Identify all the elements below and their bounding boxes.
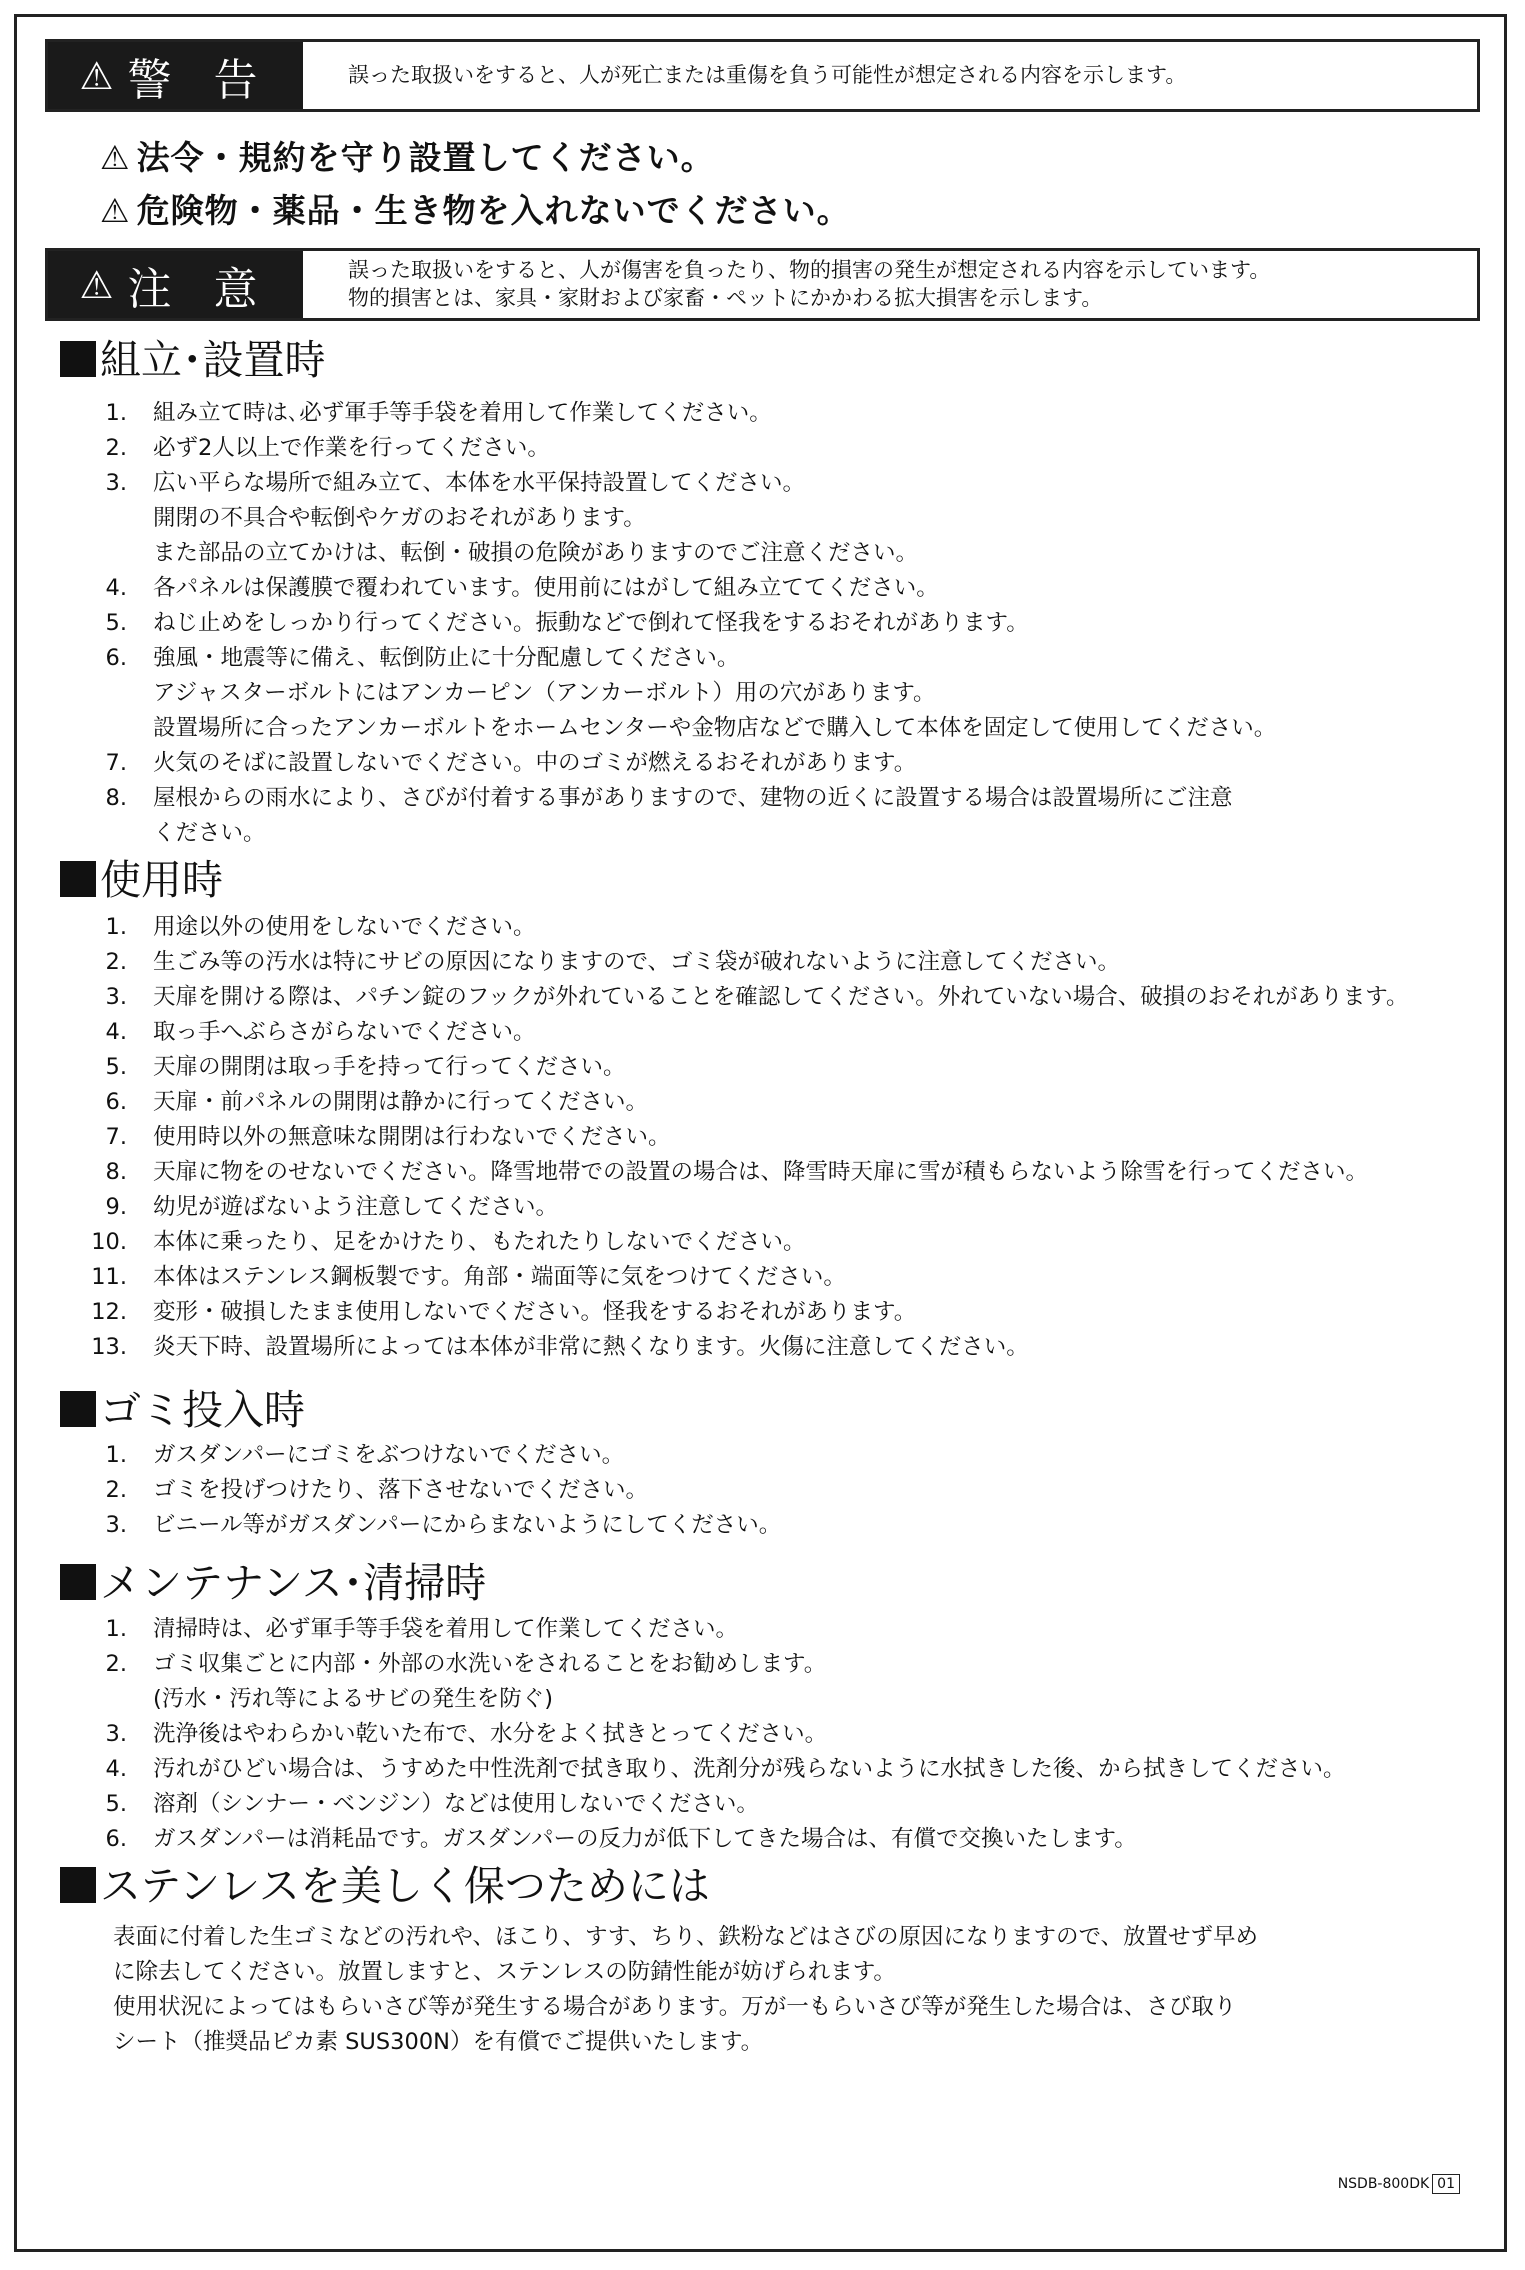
warning-triangle-icon: ⚠ — [79, 53, 114, 98]
list-item: 13. 炎天下時、設置場所によっては本体が非常に熱くなります。火傷に注意してください。 — [91, 1334, 1029, 1360]
list-item: 5. 溶剤（シンナー・ベンジン）などは使用しないでください。 — [105, 1791, 759, 1817]
caution-label: ⚠ 注 意 — [48, 251, 303, 318]
model-number: NSDB-800DK — [1337, 2176, 1430, 2192]
stainless-care-paragraph: 表面に付着した生ゴミなどの汚れや、ほこり、すす、ちり、鉄粉などはさびの原因になりますので、放置せず早め に除去してください。放置しますと、ステンレスの防錆性能が妨げられます。 使用状況によってはもらいさび等が発生する場合があります。万が一もらいさび等が発生した場合は、さび取り シート（推奨品ピカ素 SUS300N）を有償でご提供いたします。 — [113, 1924, 1259, 2055]
list-item: 1. 組み立て時は､必ず軍手等手袋を着用して作業してください。 — [105, 400, 772, 426]
list-item: 10. 本体に乗ったり、足をかけたり、もたれたりしないでください。 — [91, 1229, 806, 1255]
list-item: 6. ガスダンパーは消耗品です。ガスダンパーの反力が低下してきた場合は、有償で交換いたします。 — [105, 1826, 1137, 1852]
warning-triangle-icon: ⚠ — [100, 191, 131, 230]
list-disposal — [55, 1438, 1485, 1543]
list-item: 7. 使用時以外の無意味な開閉は行わないでください。 — [105, 1124, 671, 1150]
warning-label: ⚠ 警 告 — [48, 42, 303, 109]
list-item: 11. 本体はステンレス鋼板製です。角部・端面等に気をつけてください。 — [91, 1264, 846, 1290]
warning-triangle-icon: ⚠ — [100, 138, 131, 177]
list-item: 1. 清掃時は、必ず軍手等手袋を着用して作業してください。 — [105, 1616, 739, 1642]
list-item: 2. ゴミを投げつけたり、落下させないでください。 — [105, 1477, 649, 1503]
list-item: 3. 洗浄後はやわらかい乾いた布で、水分をよく拭きとってください。 — [105, 1721, 828, 1747]
list-item: 2. 必ず2人以上で作業を行ってください。 — [105, 435, 550, 461]
list-item: 1. 用途以外の使用をしないでください。 — [105, 914, 536, 940]
section-title-disposal: ゴミ投入時 — [60, 1390, 305, 1431]
list-item: 4. 各パネルは保護膜で覆われています。使用前にはがして組み立ててください。 — [105, 575, 939, 601]
list-item: 8. 天扉に物をのせないでください。降雪地帯での設置の場合は、降雪時天扉に雪が積もらないよう除雪を行ってください。 — [105, 1159, 1369, 1185]
big-warning-2: ⚠ 危険物・薬品・生き物を入れないでください。 — [100, 191, 851, 230]
warning-description: 誤った取扱いをすると、人が死亡または重傷を負う可能性が想定される内容を示します。 — [348, 62, 1187, 87]
list-assembly — [55, 396, 1485, 851]
section-title-stainless-care: ステンレスを美しく保つためには — [60, 1866, 710, 1907]
list-item: 4. 汚れがひどい場合は、うすめた中性洗剤で拭き取り、洗剤分が残らないように水拭きした後、から拭きしてください。 — [105, 1756, 1346, 1782]
section-title-maintenance: メンテナンス･清掃時 — [60, 1563, 486, 1604]
list-item: 2. ゴミ収集ごとに内部・外部の水洗いをされることをお勧めします。 (汚水・汚れ等によるサビの発生を防ぐ) — [105, 1651, 827, 1712]
list-item: 9. 幼児が遊ばないよう注意してください。 — [105, 1194, 559, 1220]
list-item: 8. 屋根からの雨水により、さびが付着する事がありますので、建物の近くに設置する場合は設置場所にご注意 ください。 — [105, 785, 1233, 846]
list-item: 7. 火気のそばに設置しないでください。中のゴミが燃えるおそれがあります。 — [105, 750, 917, 776]
list-item: 3. 天扉を開ける際は、パチン錠のフックが外れていることを確認してください。外れていない場合、破損のおそれがあります。 — [105, 984, 1409, 1010]
black-square-icon — [60, 1391, 96, 1427]
caution-description: 誤った取扱いをすると、人が傷害を負ったり、物的損害の発生が想定される内容を示しています。 物的損害とは、家具・家財および家畜・ペットにかかわる拡大損害を示します。 — [348, 258, 1271, 310]
big-warning-1: ⚠ 法令・規約を守り設置してください。 — [100, 138, 715, 177]
list-item: 12. 変形・破損したまま使用しないでください。怪我をするおそれがあります。 — [91, 1299, 917, 1325]
black-square-icon — [60, 1564, 96, 1600]
black-square-icon — [60, 861, 96, 897]
list-item: 5. ねじ止めをしっかり行ってください。振動などで倒れて怪我をするおそれがあります。 — [105, 610, 1029, 636]
list-item: 5. 天扉の開閉は取っ手を持って行ってください。 — [105, 1054, 626, 1080]
list-item: 6. 天扉・前パネルの開閉は静かに行ってください。 — [105, 1089, 649, 1115]
black-square-icon — [60, 341, 96, 377]
list-maintenance — [55, 1612, 1485, 1857]
caution-band — [45, 248, 1480, 321]
list-item: 3. 広い平らな場所で組み立て、本体を水平保持設置してください。 開閉の不具合や転倒やケガのおそれがあります。 また部品の立てかけは、転倒・破損の危険がありますのでご注意ください。 — [105, 470, 919, 566]
list-item: 2. 生ごみ等の汚水は特にサビの原因になりますので、ゴミ袋が破れないように注意してください。 — [105, 949, 1121, 975]
list-item: 6. 強風・地震等に備え、転倒防止に十分配慮してください。 アジャスターボルトにはアンカーピン（アンカーボルト）用の穴があります。 設置場所に合ったアンカーボルトをホームセンターや金物店などで購入して本体を固定して使用してください。 — [105, 645, 1277, 741]
section-title-usage: 使用時 — [60, 860, 223, 901]
black-square-icon — [60, 1867, 96, 1903]
warning-band — [45, 39, 1480, 112]
warning-triangle-icon: ⚠ — [79, 262, 114, 307]
list-item: 1. ガスダンパーにゴミをぶつけないでください。 — [105, 1442, 625, 1468]
footer-model-code — [1338, 2174, 1460, 2194]
list-usage — [55, 910, 1485, 1365]
list-item: 3. ビニール等がガスダンパーにからまないようにしてください。 — [105, 1512, 782, 1538]
list-item: 4. 取っ手へぶらさがらないでください。 — [105, 1019, 536, 1045]
section-title-assembly: 組立･設置時 — [60, 340, 326, 381]
page-number: 01 — [1432, 2174, 1460, 2194]
